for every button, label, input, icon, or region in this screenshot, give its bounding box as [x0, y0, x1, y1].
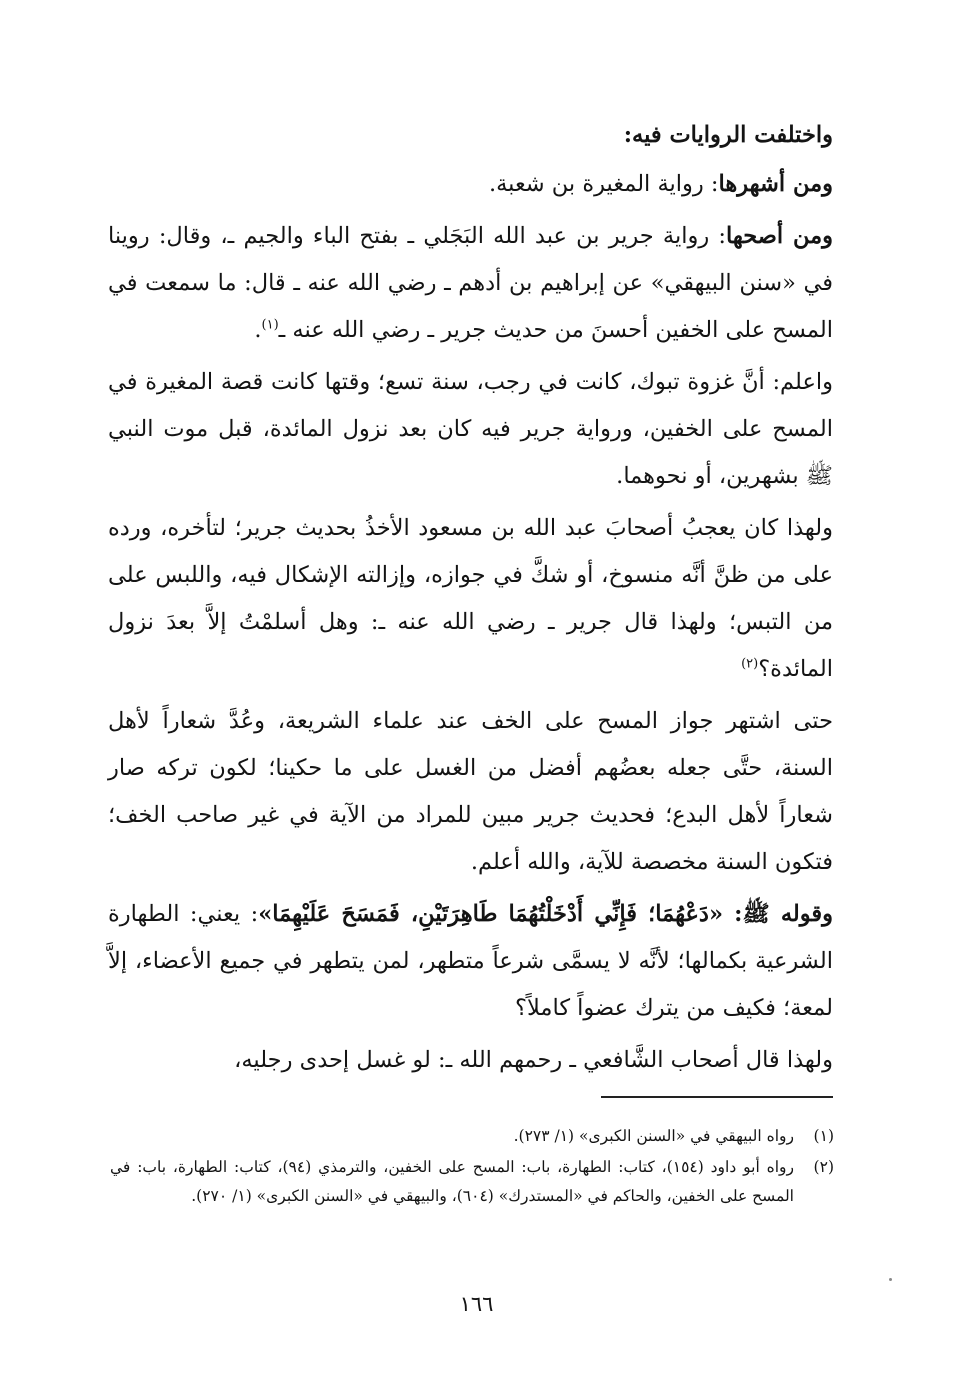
paragraph-tail: . — [254, 317, 262, 343]
footnote-item — [110, 1122, 834, 1151]
heading-text: واختلفت الروايات فيه: — [623, 122, 833, 148]
footnote-item — [110, 1153, 834, 1211]
footnote-ref-1[interactable]: (١) — [261, 317, 279, 333]
section-heading — [108, 112, 833, 159]
paragraph-lead: ومن أشهرها — [718, 171, 833, 197]
paragraph-lead: ومن أصحها — [725, 223, 833, 249]
footnote-divider — [601, 1096, 833, 1098]
page-number: ١٦٦ — [459, 1292, 494, 1316]
paragraph-ibn-masud — [108, 505, 833, 693]
paragraph-most-authentic — [108, 213, 833, 354]
footnote-ref-2[interactable]: (٢) — [741, 656, 759, 672]
scan-speck — [889, 1278, 892, 1281]
paragraph-text: حتى اشتهر جواز المسح على الخف عند علماء الشريعة، وعُدَّ شعاراً لأهل السنة، حتَّى جعله بعضُهم أفضل من الغسل على ما حكينا؛ لكون تركه صار شعاراً لأهل البدع؛ فحديث جرير مبين للمراد من الآية في غير صاحب الخف؛ فتكون السنة مخصصة للآية، والله أعلم. — [108, 708, 833, 875]
paragraph-most-famous — [108, 161, 833, 208]
footnote-number: (١) — [813, 1127, 834, 1145]
paragraph-text: ولهذا كان يعجبُ أصحابَ عبد الله بن مسعود الأخذُ بحديث جرير؛ لتأخره، ورده على من ظنَّ أنَّه منسوخ، أو شكَّ في جوازه، وإزالته الإشكال فيه، واللبس على من التبس؛ ولهذا قال جرير ـ رضي الله عنه ـ: وهل أسلمْتُ إلاَّ بعدَ نزول المائدة؟ — [108, 515, 833, 682]
paragraph-text: واعلم: أنَّ غزوة تبوك، كانت في رجب، سنة تسع؛ وقتها كانت قصة المغيرة في المسح على الخفين، ورواية جرير فيه كان بعد نزول المائدة، قبل موت النبي ﷺ بشهرين، أو نحوهما. — [108, 369, 833, 489]
paragraph-text: : رواية المغيرة بن شعبة. — [488, 171, 719, 197]
paragraph-hadith — [108, 891, 833, 1032]
paragraph-text: : رواية جرير بن عبد الله البَجَلي ـ بفتح الباء والجيم ـ، وقال: روينا في «سنن البيهقي» عن إبراهيم بن أدهم ـ رضي الله عنه ـ قال: ما سمعت في المسح على الخفين أحسنَ من حديث جرير ـ رضي الله عنه ـ — [108, 223, 833, 343]
footnotes — [110, 1122, 834, 1213]
paragraph-lead: وقوله ﷺ: «دَعْهُمَا؛ فَإِنِّي أَدْخَلْتُهُمَا طَاهِرَتَيْنِ، فَمَسَحَ عَلَيْهِمَا» — [258, 901, 833, 927]
footnote-text: رواه أبو داود (١٥٤)، كتاب: الطهارة، باب: المسح على الخفين، والترمذي (٩٤)، كتاب: الطهارة، باب: في المسح على الخفين، والحاكم في «المستدرك» (٦٠٤)، والبيهقي في «السنن الكبرى» (١/ ٢٧٠). — [110, 1158, 795, 1205]
paragraph-text: : يعني: الطهارة الشرعية بكمالها؛ لأنَّه لا يسمَّى شرعاً متطهر، لمن يتطهر في جميع الأعضاء، إلاَّ لمعة؛ فكيف من يترك عضواً كاملاً؟ — [108, 901, 833, 1021]
footnote-text: رواه البيهقي في «السنن الكبرى» (١/ ٢٧٣). — [513, 1127, 794, 1145]
paragraph-shafii — [108, 1037, 833, 1084]
footnote-number: (٢) — [813, 1158, 834, 1176]
page-body — [108, 112, 833, 1089]
paragraph-sunnah — [108, 698, 833, 886]
paragraph-tabuk — [108, 359, 833, 500]
paragraph-text: ولهذا قال أصحاب الشَّافعي ـ رحمهم الله ـ: لو غسل إحدى رجليه، — [234, 1047, 833, 1073]
